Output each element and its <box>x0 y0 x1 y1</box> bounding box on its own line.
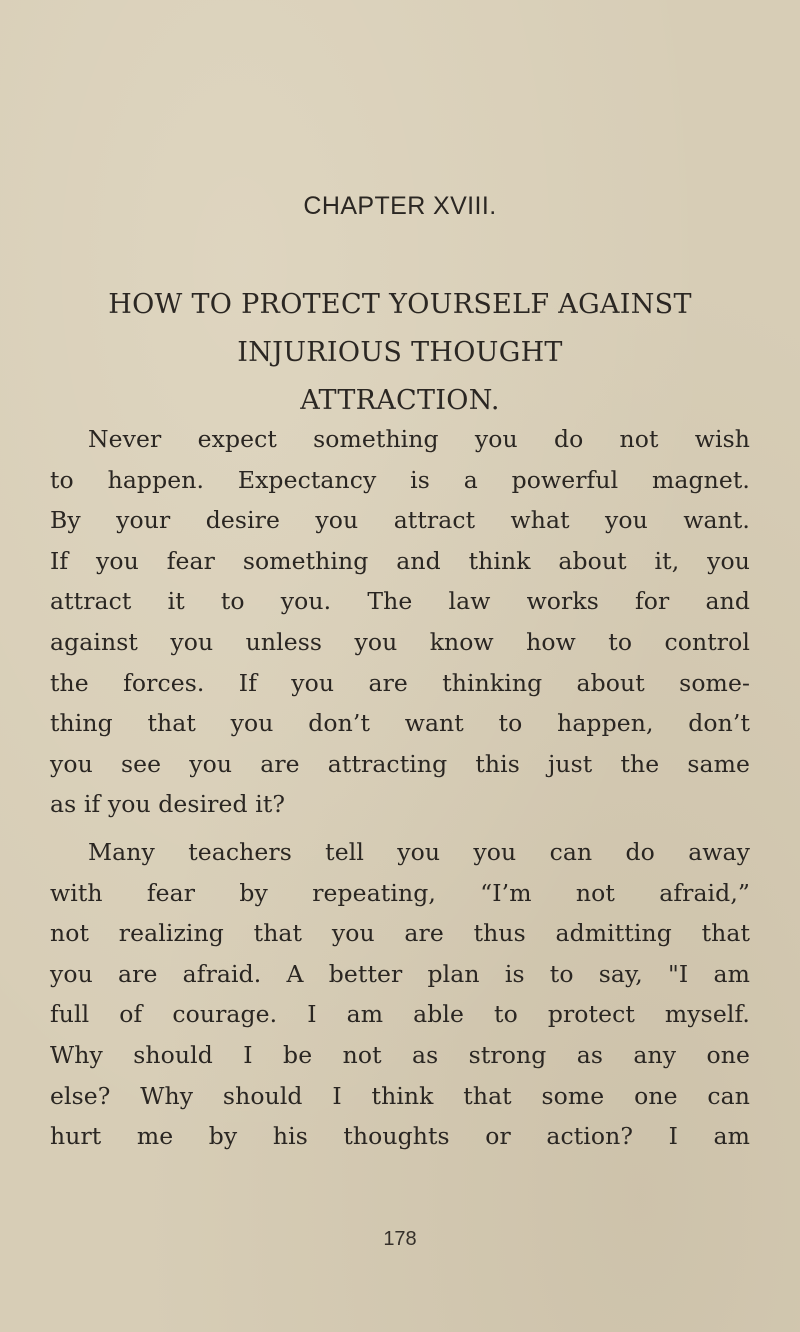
text-line: attract it to you. The law works for and <box>50 587 750 616</box>
text-line: Many teachers tell you you can do away <box>88 837 750 866</box>
text-line: with fear by repeating, “I’m not afraid,” <box>50 878 750 907</box>
chapter-title-line: HOW TO PROTECT YOURSELF AGAINST <box>108 289 692 320</box>
text-line: hurt me by his thoughts or action? I am <box>50 1122 750 1151</box>
chapter-title-line: ATTRACTION. <box>300 385 500 416</box>
page-number: 178 <box>383 1228 417 1250</box>
text-line: If you fear something and think about it, you <box>50 546 750 575</box>
text-line: the forces. If you are thinking about some- <box>50 668 750 697</box>
text-line: you see you are attracting this just the same <box>50 749 750 778</box>
paragraph <box>50 419 750 825</box>
text-line: By your desire you attract what you want. <box>50 506 750 535</box>
text-line: full of courage. I am able to protect myself. <box>50 1000 750 1029</box>
chapter-heading: CHAPTER XVIII. <box>303 192 497 220</box>
text-line: Never expect something you do not wish <box>88 425 750 453</box>
paragraph-gap <box>50 825 750 832</box>
paragraph <box>50 832 750 1157</box>
text-line: to happen. Expectancy is a powerful magnet. <box>50 465 750 494</box>
text-line: against you unless you know how to control <box>50 627 750 656</box>
text-line: you are afraid. A better plan is to say, "I am <box>50 959 750 988</box>
text-line: thing that you don’t want to happen, don’t <box>50 709 750 738</box>
text-line: not realizing that you are thus admitting that <box>50 919 750 948</box>
chapter-title <box>50 281 750 425</box>
text-line: Why should I be not as strong as any one <box>50 1040 750 1069</box>
text-line: else? Why should I think that some one can <box>50 1081 750 1110</box>
body-text <box>50 419 750 1157</box>
chapter-title-line: INJURIOUS THOUGHT <box>237 337 563 368</box>
text-line: as if you desired it? <box>50 790 286 819</box>
